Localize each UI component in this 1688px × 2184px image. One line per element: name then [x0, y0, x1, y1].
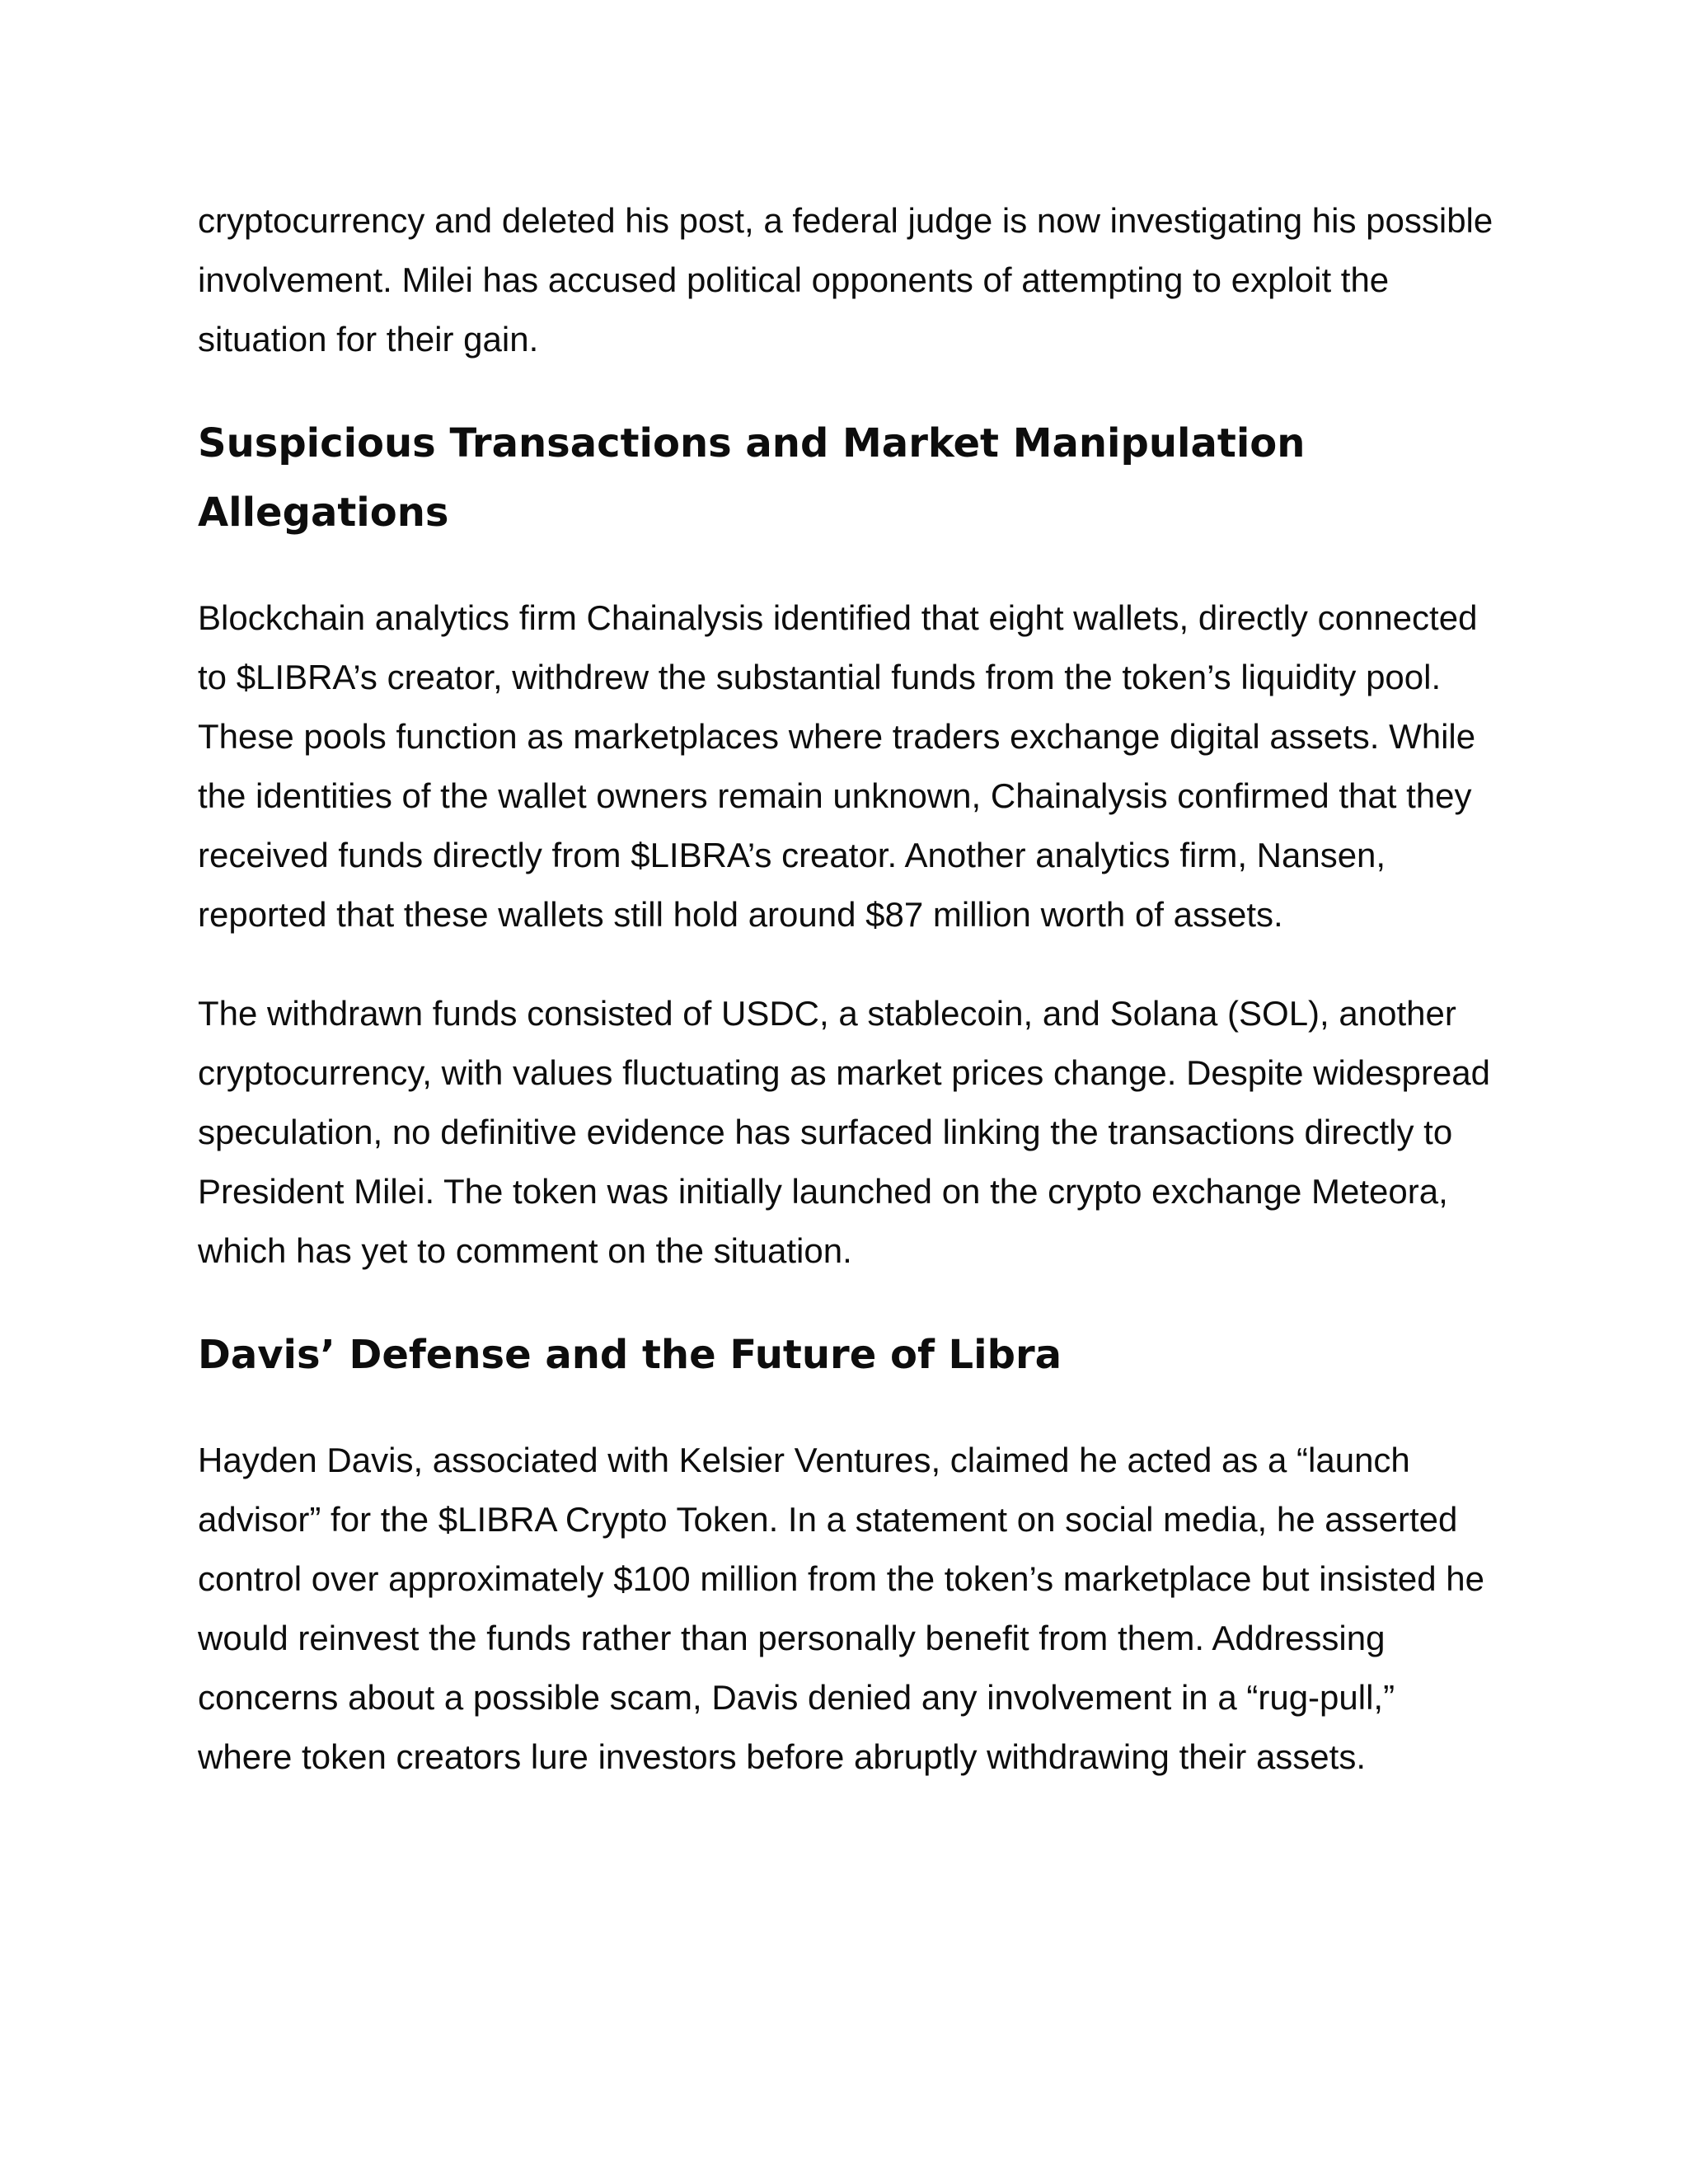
paragraph-hayden-davis: Hayden Davis, associated with Kelsier Ventures, claimed he acted as a “launch advisor” for the $LIBRA Crypto Token. In a statement on social media, he asserted control over approximately $100 million from the token’s marketplace but insisted he would reinvest the funds rather than personally benefit from them. Addressing concerns about a possible scam, Davis denied any involvement in a “rug-pull,” where token creators lure investors before abruptly withdrawing their assets.	[198, 1441, 1485, 1776]
section-heading-suspicious-transactions: Suspicious Transactions and Market Manipulation Allegations	[198, 420, 1306, 536]
intro-paragraph: cryptocurrency and deleted his post, a federal judge is now investigating his possible involvement. Milei has accused political opponents of attempting to exploit the situation for their gain.	[198, 201, 1493, 359]
article-body	[198, 191, 1496, 1826]
section-heading-davis-defense: Davis’ Defense and the Future of Libra	[198, 1332, 1062, 1378]
paragraph-chainalysis-wallets: Blockchain analytics firm Chainalysis identified that eight wallets, directly connected to $LIBRA’s creator, withdrew the substantial funds from the token’s liquidity pool. These pools function as marketplaces where traders exchange digital assets. While the identities of the wallet owners remain unknown, Chainalysis confirmed that they received funds directly from $LIBRA’s creator. Another analytics firm, Nansen, reported that these wallets still hold around $87 million worth of assets.	[198, 598, 1478, 934]
paragraph-withdrawn-funds: The withdrawn funds consisted of USDC, a stablecoin, and Solana (SOL), another cryptocurrency, with values fluctuating as market prices change. Despite widespread speculation, no definitive evidence has surfaced linking the transactions directly to President Milei. The token was initially launched on the crypto exchange Meteora, which has yet to comment on the situation.	[198, 994, 1490, 1270]
